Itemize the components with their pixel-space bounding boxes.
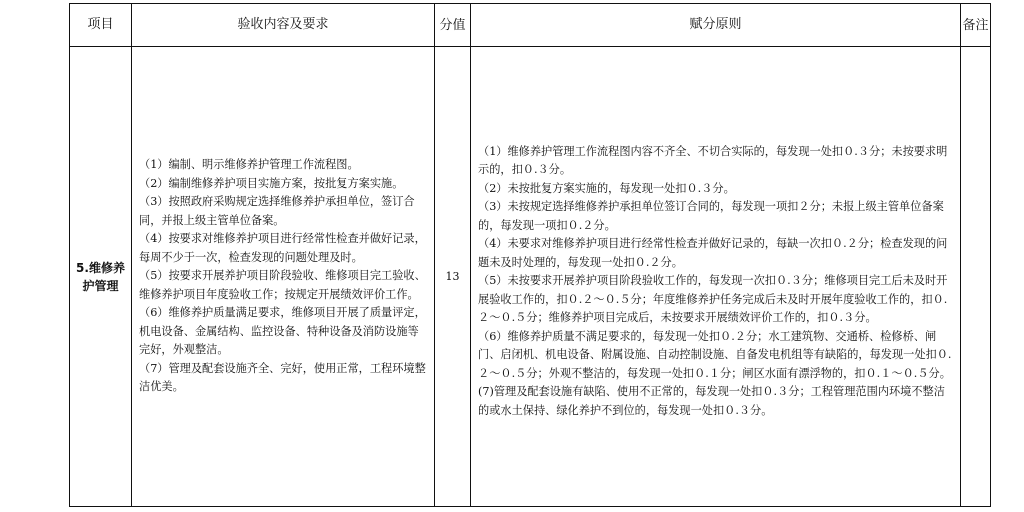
criteria-line: （6）维修养护质量不满足要求的，每发现一处扣０.２分；水工建筑物、交通桥、检修桥、闸门、启闭机、机电设备、附属设施、自动控制设施、自备发电机组等有缺陷的，每发现一处扣０.２～０.５分；外观不整洁的，每发现一处扣０.１分；闸区水面有漂浮物的，扣０.１～０.５分。 xyxy=(478,329,952,380)
header-principle: 赋分原则 xyxy=(471,4,961,47)
item-cell: 5.维修养护管理 xyxy=(70,47,132,507)
score-cell: 13 xyxy=(435,47,471,507)
criteria-line: （5）未按要求开展养护项目阶段验收工作的，每发现一次扣０.３分；维修项目完工后未及时开展验收工作的，扣０.２～０.５分；年度维修养护任务完成后未及时开展年度验收工作的，扣０.２～０.５分；维修养护项目完成后，未按要求开展绩效评价工作的，扣０.３分。 xyxy=(478,274,948,325)
remark-cell xyxy=(961,47,991,507)
requirement-line: （5）按要求开展养护项目阶段验收、维修项目完工验收、维修养护项目年度验收工作；按规定开展绩效评价工作。 xyxy=(139,269,426,301)
requirement-line: （4）按要求对维修养护项目进行经常性检查并做好记录，每周不少于一次，检查发现的问题处理及时。 xyxy=(139,232,426,264)
requirement-line: （2）编制维修养护项目实施方案，按批复方案实施。 xyxy=(139,176,404,190)
requirement-line: （6）维修养护质量满足要求，维修项目开展了质量评定，机电设备、金属结构、监控设备、特种设备及消防设施等完好，外观整洁。 xyxy=(139,306,426,357)
header-remark: 备注 xyxy=(961,4,991,47)
table-header-row xyxy=(70,4,991,47)
criteria-line: （4）未要求对维修养护项目进行经常性检查并做好记录的，每缺一次扣０.２分；检查发现的问题未及时处理的，每发现一处扣０.２分。 xyxy=(478,237,948,269)
criteria-cell xyxy=(471,47,961,507)
requirement-line: （1）编制、明示维修养护管理工作流程图。 xyxy=(139,158,359,172)
criteria-line: （1）维修养护管理工作流程图内容不齐全、不切合实际的，每发现一处扣０.３分；未按要求明示的，扣０.３分。 xyxy=(478,144,948,177)
requirement-line: （3）按照政府采购规定选择维修养护承担单位，签订合同，并报上级主管单位备案。 xyxy=(139,195,415,227)
criteria-line: （2）未按批复方案实施的，每发现一处扣０.３分。 xyxy=(478,181,735,195)
requirements-cell xyxy=(132,47,435,507)
criteria-line: (7)管理及配套设施有缺陷、使用不正常的，每发现一处扣０.３分；工程管理范围内环境不整洁的或水土保持、绿化养护不到位的，每发现一处扣０.３分。 xyxy=(478,385,945,417)
criteria-line: （3）未按规定选择维修养护承担单位签订合同的，每发现一项扣２分；未报上级主管单位备案的，每发现一项扣０.２分。 xyxy=(478,200,944,232)
header-item: 项目 xyxy=(70,4,132,47)
header-content: 验收内容及要求 xyxy=(132,4,435,47)
acceptance-table xyxy=(69,3,991,507)
requirement-line: （7）管理及配套设施齐全、完好，使用正常，工程环境整洁优美。 xyxy=(139,361,426,394)
header-score: 分值 xyxy=(435,4,471,47)
table-row xyxy=(70,47,991,507)
